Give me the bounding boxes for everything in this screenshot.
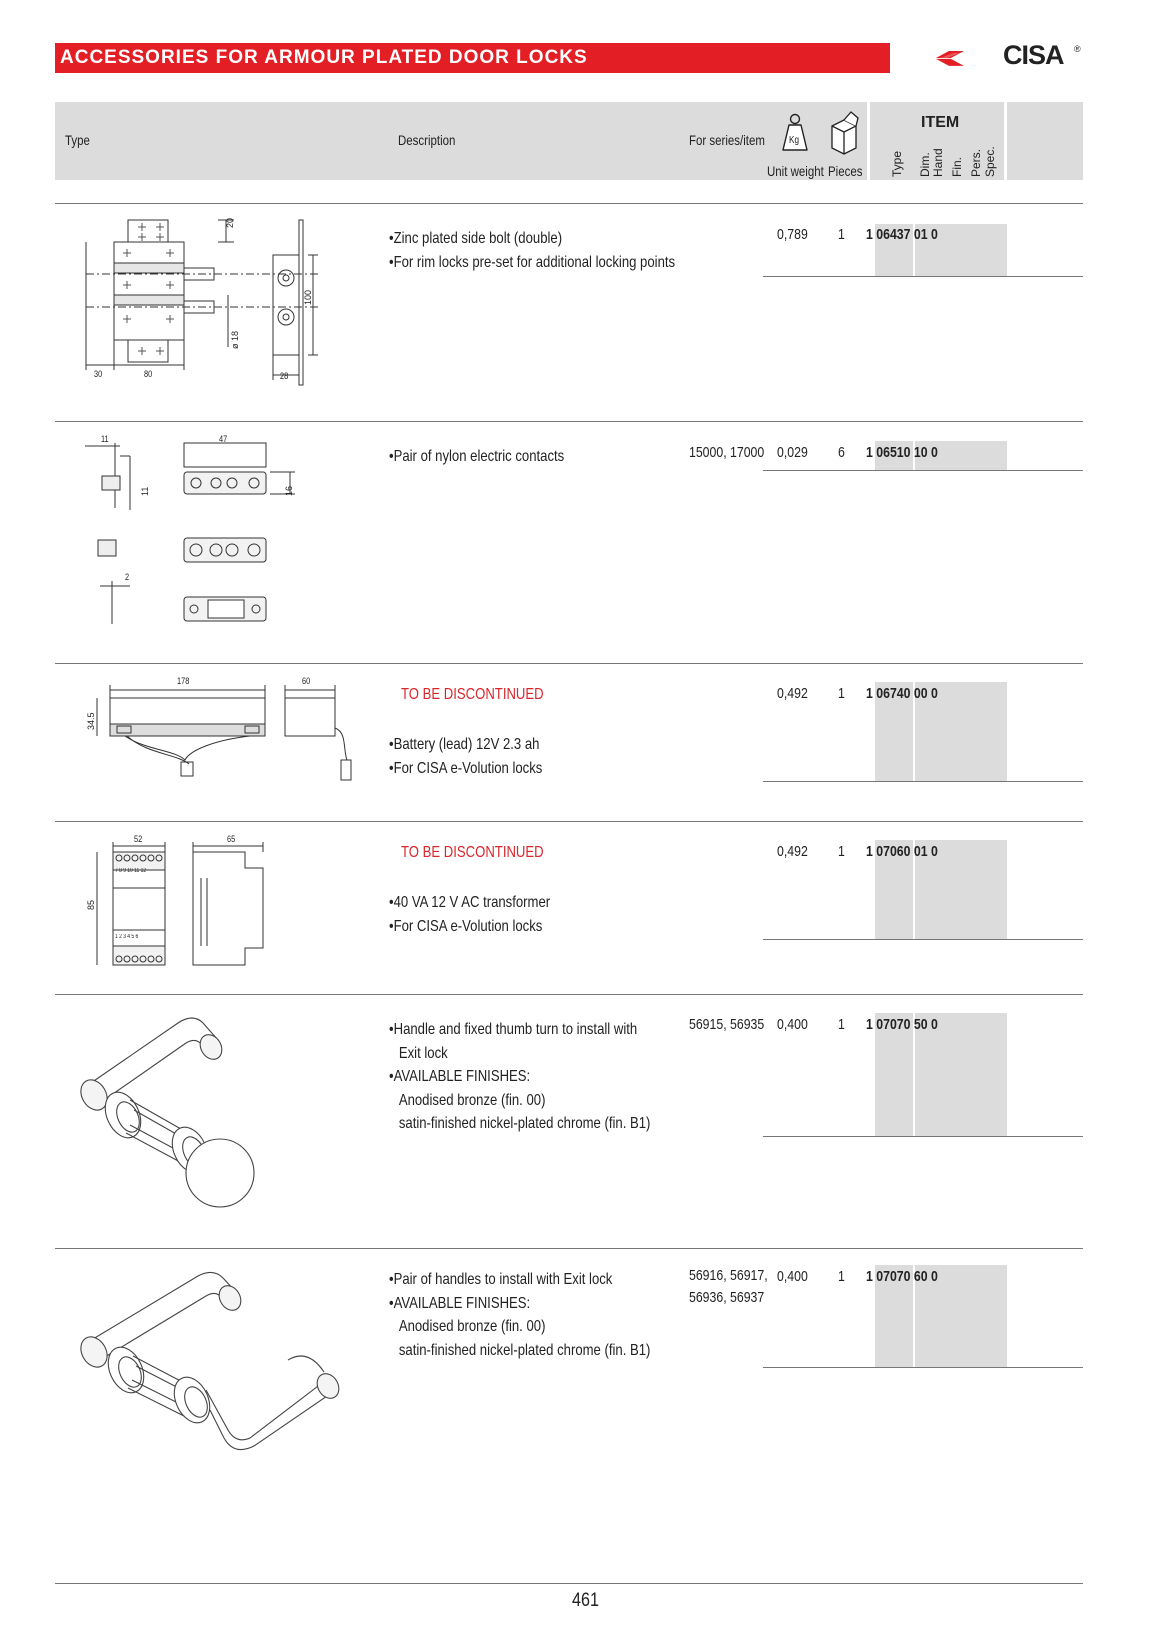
dim-label: 47	[219, 434, 228, 444]
description-line: • For CISA e-Volution locks	[389, 757, 542, 781]
brand-name: CISA	[1003, 40, 1064, 70]
pair-handles-drawing	[78, 1260, 338, 1450]
row-description	[389, 227, 675, 274]
dim-label: 20	[225, 217, 235, 228]
zinc-side-bolt-drawing	[78, 215, 368, 385]
item-code: 1 06437 01 0	[866, 226, 938, 243]
for-series: 56915, 56935	[689, 1016, 765, 1033]
pieces: 1	[838, 1268, 845, 1285]
handle-thumb-turn-drawing	[78, 1005, 268, 1215]
row-subrule	[763, 470, 1083, 471]
dim-label: 11	[101, 434, 109, 444]
unit-weight: 0,789	[777, 226, 808, 243]
weight-icon	[780, 112, 810, 154]
pieces: 1	[838, 843, 845, 860]
box-icon	[829, 110, 859, 154]
row-rule	[55, 994, 1083, 995]
terminal-numbers: 1 2 3 4 5 6	[115, 934, 139, 940]
item-col-fin: Fin.	[950, 156, 964, 177]
dim-label: 60	[302, 676, 311, 686]
row-rule	[55, 421, 1083, 422]
item-code: 1 06740 00 0	[866, 685, 938, 702]
row-subrule	[763, 1136, 1083, 1137]
page-title: ACCESSORIES FOR ARMOUR PLATED DOOR LOCKS	[55, 43, 890, 73]
for-series: 56916, 56917,	[689, 1267, 768, 1284]
description-line: • 40 VA 12 V AC transformer	[389, 891, 550, 915]
unit-weight: 0,492	[777, 843, 808, 860]
for-series: 15000, 17000	[689, 444, 765, 461]
pieces: 1	[838, 226, 845, 243]
weight-icon-label: Kg	[789, 135, 800, 146]
description-line: • Pair of nylon electric contacts	[389, 445, 564, 469]
description-line: • Zinc plated side bolt (double)	[389, 227, 675, 251]
description-line: • Battery (lead) 12V 2.3 ah	[389, 733, 542, 757]
row-subrule	[763, 939, 1083, 940]
description-line: Anodised bronze (fin. 00)	[398, 1318, 546, 1335]
pieces: 1	[838, 685, 845, 702]
description-line: satin-finished nickel-plated chrome (fin. B1)	[398, 1341, 651, 1359]
row-subrule	[763, 781, 1083, 782]
description-line: • For CISA e-Volution locks	[389, 915, 550, 939]
dim-label: ø 18	[230, 330, 240, 349]
item-col-type: Type	[890, 150, 904, 177]
brand-registered: ®	[1074, 44, 1081, 54]
description-line: • AVAILABLE FINISHES:	[389, 1065, 650, 1089]
item-col-pers: Pers.	[969, 148, 983, 177]
transformer-drawing	[85, 838, 285, 958]
unit-weight: 0,492	[777, 685, 808, 702]
dim-label: 30	[94, 369, 103, 379]
footer-rule	[55, 1583, 1083, 1584]
dim-label: 16	[284, 485, 294, 496]
dim-label: 34.5	[86, 712, 96, 730]
item-col-spec: Spec.	[983, 146, 997, 177]
for-series: 56936, 56937	[689, 1289, 765, 1306]
row-description	[389, 891, 550, 938]
unit-weight: 0,029	[777, 444, 808, 461]
dim-label: 11	[140, 486, 150, 496]
description-line: • Handle and fixed thumb turn to install with	[389, 1018, 650, 1042]
terminal-numbers: 7 8 9 10 11 12	[115, 868, 147, 874]
item-code: 1 07070 60 0	[866, 1268, 938, 1285]
discontinued-notice: TO BE DISCONTINUED	[401, 686, 544, 703]
header-pieces: Pieces	[828, 163, 863, 179]
header-for-series: For series/item	[689, 132, 765, 148]
dim-label: 80	[144, 369, 153, 379]
dim-label: 28	[280, 371, 289, 381]
description-line: Anodised bronze (fin. 00)	[398, 1091, 546, 1109]
row-description	[389, 445, 564, 469]
row-rule	[55, 821, 1083, 822]
description-line: • AVAILABLE FINISHES:	[389, 1292, 650, 1316]
dim-label: 85	[86, 899, 96, 910]
header-unit-weight: Unit weight	[767, 163, 824, 179]
row-description	[389, 733, 542, 780]
header-description: Description	[398, 132, 456, 148]
row-rule	[55, 663, 1083, 664]
header-type: Type	[65, 132, 90, 148]
header-rule	[55, 203, 1083, 204]
dim-label: 100	[303, 289, 313, 305]
cisa-logo-icon	[935, 40, 1005, 76]
item-code: 1 07070 50 0	[866, 1016, 938, 1033]
row-description	[389, 1268, 650, 1362]
item-code: 1 07060 01 0	[866, 843, 938, 860]
description-line: • Pair of handles to install with Exit lock	[389, 1268, 650, 1292]
unit-weight: 0,400	[777, 1268, 808, 1285]
item-col-dim: Dim.	[918, 152, 932, 177]
dim-label: 178	[177, 676, 190, 686]
description-line: satin-finished nickel-plated chrome (fin. B1)	[398, 1115, 651, 1132]
dim-label: 65	[227, 834, 236, 844]
pieces: 6	[838, 444, 845, 461]
pieces: 1	[838, 1016, 845, 1033]
dim-label: 52	[134, 834, 143, 844]
header-item: ITEM	[921, 114, 960, 131]
description-line: Exit lock	[398, 1044, 448, 1062]
dim-label: 2	[125, 572, 130, 582]
description-line: • For rim locks pre-set for additional locking points	[389, 251, 675, 275]
row-description	[389, 1018, 650, 1136]
page-number: 461	[572, 1590, 599, 1611]
unit-weight: 0,400	[777, 1016, 808, 1033]
nylon-contacts-drawing	[80, 438, 310, 628]
battery-drawing	[85, 680, 365, 790]
row-rule	[55, 1248, 1083, 1249]
row-subrule	[763, 276, 1083, 277]
item-code: 1 06510 10 0	[866, 444, 938, 461]
row-subrule	[763, 1367, 1083, 1368]
discontinued-notice: TO BE DISCONTINUED	[401, 844, 544, 861]
item-col-hand: Hand	[931, 148, 945, 177]
